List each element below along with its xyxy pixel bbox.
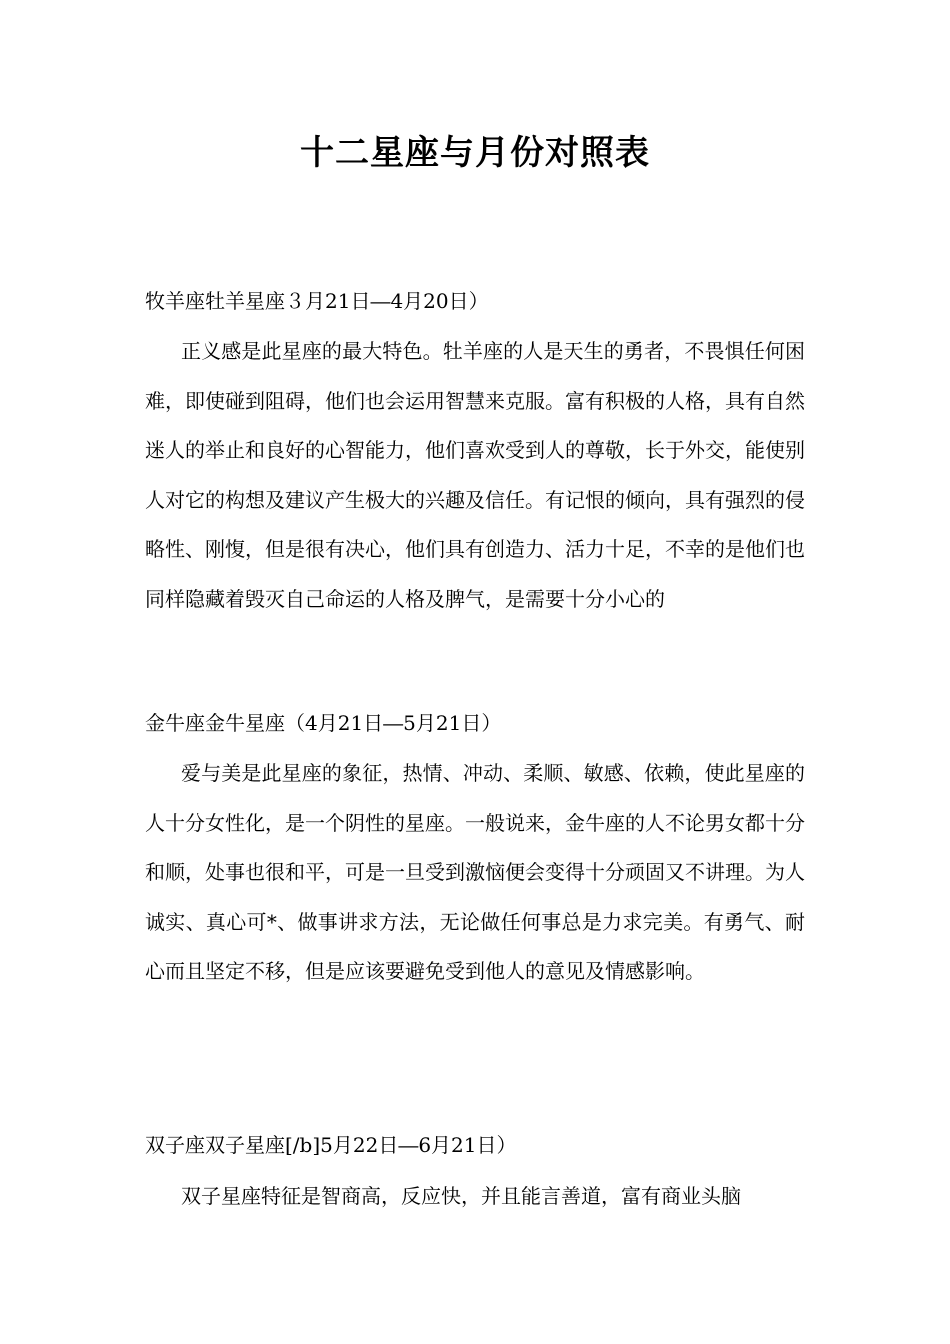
section-body-aries: 正义感是此星座的最大特色。牡羊座的人是天生的勇者，不畏惧任何困难，即使碰到阻碍，他们也会运用智慧来克服。富有积极的人格，具有自然迷人的举止和良好的心智能力，他们喜欢受到人的尊敬，长于外交，能使别人对它的构想及建议产生极大的兴趣及信任。有记恨的倾向，具有强烈的侵略性、刚愎，但是很有决心，他们具有创造力、活力十足，不幸的是他们也同样隐藏着毁灭自己命运的人格及脾气，是需要十分小心的 — [145, 339, 805, 611]
section-heading-taurus: 金牛座金牛星座（4月21日―5月21日） — [145, 711, 502, 735]
page-title: 十二星座与月份对照表 — [300, 133, 650, 173]
section-body-taurus: 爱与美是此星座的象征，热情、冲动、柔顺、敏感、依赖，使此星座的人十分女性化，是一个阴性的星座。一般说来，金牛座的人不论男女都十分和顺，处事也很和平，可是一旦受到激恼便会变得十分顽固又不讲理。为人诚实、真心可*、做事讲求方法，无论做任何事总是力求完美。有勇气、耐心而且坚定不移，但是应该要避免受到他人的意见及情感影响。 — [145, 761, 805, 983]
section-body-gemini: 双子星座特征是智商高，反应快，并且能言善道，富有商业头脑 — [181, 1184, 741, 1208]
section-heading-gemini: 双子座双子星座[/b]5月22日―6月21日） — [145, 1133, 517, 1157]
section-heading-aries: 牧羊座牡羊星座３月21日―4月20日） — [145, 289, 489, 313]
